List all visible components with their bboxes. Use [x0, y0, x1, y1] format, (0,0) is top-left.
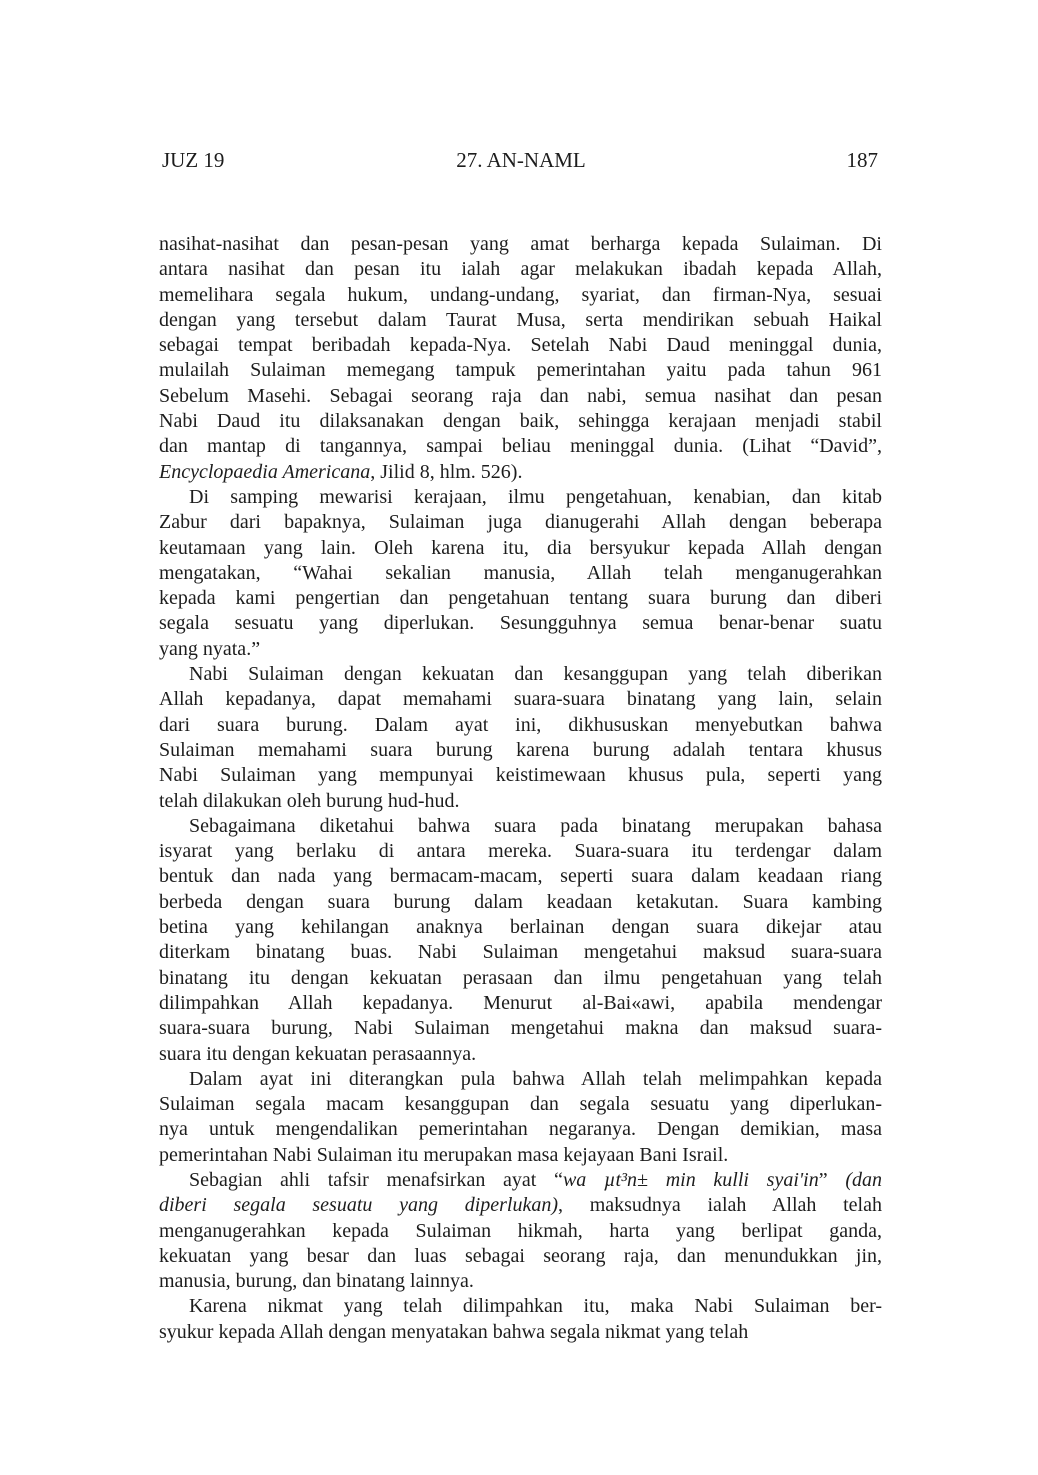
text-line: antara nasihat dan pesan itu ialah agar melakukan ibadah kepada Allah, — [159, 258, 882, 281]
text-line: Nabi Sulaiman dengan kekuatan dan kesanggupan yang telah diberikan — [189, 663, 882, 686]
text-line: Nabi Daud itu dilaksanakan dengan baik, sehingga kerajaan menjadi stabil — [159, 410, 882, 433]
text-line: nya untuk mengendalikan pemerintahan negaranya. Dengan demikian, masa — [159, 1118, 882, 1141]
text-line: diterkam binatang buas. Nabi Sulaiman mengetahui maksud suara-suara — [159, 941, 882, 964]
text-line: Di samping mewarisi kerajaan, ilmu pengetahuan, kenabian, dan kitab — [189, 485, 882, 508]
text-line: Dalam ayat ini diterangkan pula bahwa Allah telah melimpahkan kepada — [189, 1067, 882, 1090]
text-line: segala sesuatu yang diperlukan. Sesungguhnya semua benar-benar suatu — [159, 612, 882, 635]
text-line: Zabur dari bapaknya, Sulaiman juga dianugerahi Allah dengan beberapa — [159, 511, 882, 534]
text-line: nasihat-nasihat dan pesan-pesan yang amat berharga kepada Sulaiman. Di — [159, 233, 882, 255]
text-line: manusia, burung, dan binatang lainnya. — [159, 1270, 474, 1293]
text-line: telah dilakukan oleh burung hud-hud. — [159, 789, 460, 812]
text-line: dari suara burung. Dalam ayat ini, dikhususkan menyebutkan bahwa — [159, 713, 882, 736]
text-line: diberi segala sesuatu yang diperlukan), maksudnya ialah Allah telah — [159, 1194, 882, 1217]
text-line: mulailah Sulaiman memegang tampuk pemerintahan yaitu pada tahun 961 — [159, 359, 882, 382]
text-line: pemerintahan Nabi Sulaiman itu merupakan masa kejayaan Bani Israil. — [159, 1143, 729, 1166]
text-line: Encyclopaedia Americana, Jilid 8, hlm. 526). — [159, 460, 523, 483]
text-line: mengatakan, “Wahai sekalian manusia, Allah telah menganugerahkan — [159, 561, 882, 584]
text-line: keutamaan yang lain. Oleh karena itu, dia bersyukur kepada Allah dengan — [159, 536, 882, 559]
header-juz: JUZ 19 — [162, 148, 225, 172]
text-line: suara-suara burung, Nabi Sulaiman mengetahui makna dan maksud suara- — [159, 1017, 882, 1040]
text-line: dilimpahkan Allah kepadanya. Menurut al-Bai«awi, apabila mendengar — [159, 991, 882, 1014]
text-line: kekuatan yang besar dan luas sebagai seorang raja, dan menundukkan jin, — [159, 1244, 882, 1267]
body-text — [159, 232, 882, 1345]
text-line: Sebelum Masehi. Sebagai seorang raja dan nabi, semua nasihat dan pesan — [159, 384, 882, 407]
text-line: sebagai tempat beribadah kepada-Nya. Setelah Nabi Daud meninggal dunia, — [159, 334, 882, 357]
text-line: betina yang kehilangan anaknya berlainan dengan suara dikejar atau — [159, 916, 882, 939]
text-line: isyarat yang berlaku di antara mereka. Suara-suara itu terdengar dalam — [159, 840, 882, 863]
text-line: Sulaiman segala macam kesanggupan dan segala sesuatu yang diperlukan- — [159, 1093, 882, 1116]
text-line: berbeda dengan suara burung dalam keadaan ketakutan. Suara kambing — [159, 890, 882, 913]
text-line: kepada kami pengertian dan pengetahuan tentang suara burung dan diberi — [159, 587, 882, 610]
text-line: memelihara segala hukum, undang-undang, syariat, dan firman-Nya, sesuai — [159, 283, 882, 306]
text-line: suara itu dengan kekuatan perasaannya. — [159, 1042, 477, 1065]
text-line: Sulaiman memahami suara burung karena burung adalah tentara khusus — [159, 738, 882, 761]
text-line: Nabi Sulaiman yang mempunyai keistimewaan khusus pula, seperti yang — [159, 764, 882, 787]
text-line: syukur kepada Allah dengan menyatakan bahwa segala nikmat yang telah — [159, 1320, 749, 1343]
text-line: binatang itu dengan kekuatan perasaan dan ilmu pengetahuan yang telah — [159, 966, 882, 989]
header-surah-title: 27. AN-NAML — [456, 148, 586, 172]
page-header — [160, 147, 882, 173]
text-line: Allah kepadanya, dapat memahami suara-suara binatang yang lain, selain — [159, 688, 882, 711]
text-line: Sebagaimana diketahui bahwa suara pada binatang merupakan bahasa — [189, 814, 882, 837]
text-line: yang nyata.” — [159, 637, 261, 660]
header-page-number: 187 — [846, 148, 878, 172]
text-line: Sebagian ahli tafsir menafsirkan ayat “wa µt³n± min kulli syai'in” (dan — [189, 1168, 882, 1191]
text-line: dan mantap di tangannya, sampai beliau meninggal dunia. (Lihat “David”, — [159, 435, 882, 458]
text-line: Karena nikmat yang telah dilimpahkan itu, maka Nabi Sulaiman ber- — [189, 1295, 882, 1318]
text-line: menganugerahkan kepada Sulaiman hikmah, harta yang berlipat ganda, — [159, 1219, 882, 1242]
text-line: bentuk dan nada yang bermacam-macam, seperti suara dalam keadaan riang — [159, 865, 882, 888]
text-line: dengan yang tersebut dalam Taurat Musa, serta mendirikan sebuah Haikal — [159, 308, 882, 331]
